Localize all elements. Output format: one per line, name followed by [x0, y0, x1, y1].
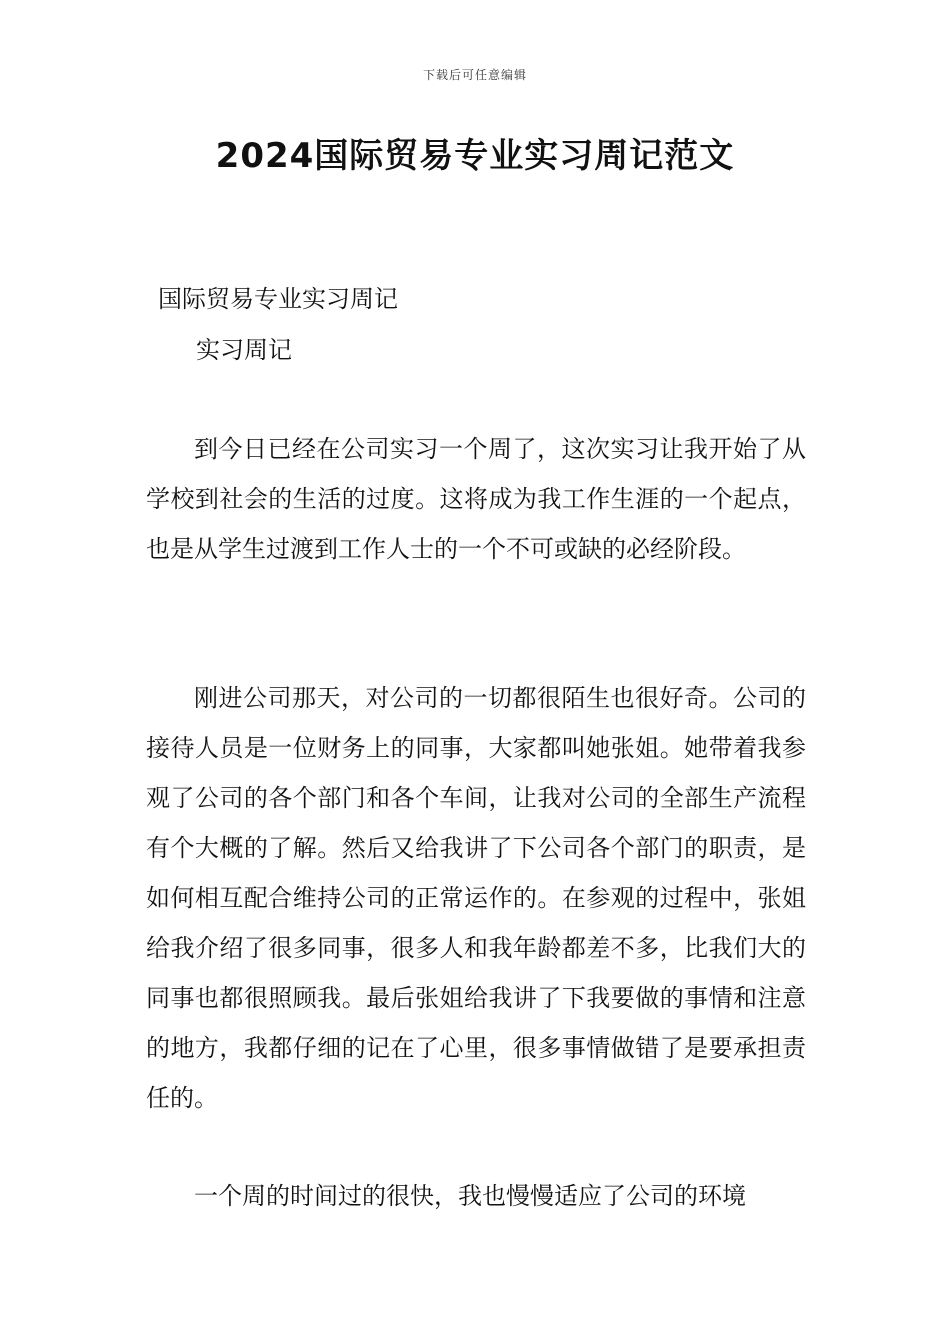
paragraph-1: 到今日已经在公司实习一个周了，这次实习让我开始了从学校到社会的生活的过度。这将成为我工作生涯的一个起点，也是从学生过渡到工作人士的一个不可或缺的必经阶段。 [146, 435, 806, 563]
subheading-secondary: 实习周记 [196, 336, 292, 364]
document-title: 2024国际贸易专业实习周记范文 [215, 136, 735, 176]
paragraph-2: 刚进公司那天，对公司的一切都很陌生也很好奇。公司的接待人员是一位财务上的同事，大家都叫她张姐。她带着我参观了公司的各个部门和各个车间，让我对公司的全部生产流程有个大概的了解。然后又给我讲了下公司各个部门的职责，是如何相互配合维持公司的正常运作的。在参观的过程中，张姐给我介绍了很多同事，很多人和我年龄都差不多，比我们大的同事也都很照顾我。最后张姐给我讲了下我要做的事情和注意的地方，我都仔细的记在了心里，很多事情做错了是要承担责任的。 [146, 684, 806, 1112]
header-note: 下载后可任意编辑 [422, 68, 527, 82]
subheading-main: 国际贸易专业实习周记 [158, 285, 398, 313]
paragraph-3: 一个周的时间过的很快，我也慢慢适应了公司的环境 [194, 1182, 746, 1210]
